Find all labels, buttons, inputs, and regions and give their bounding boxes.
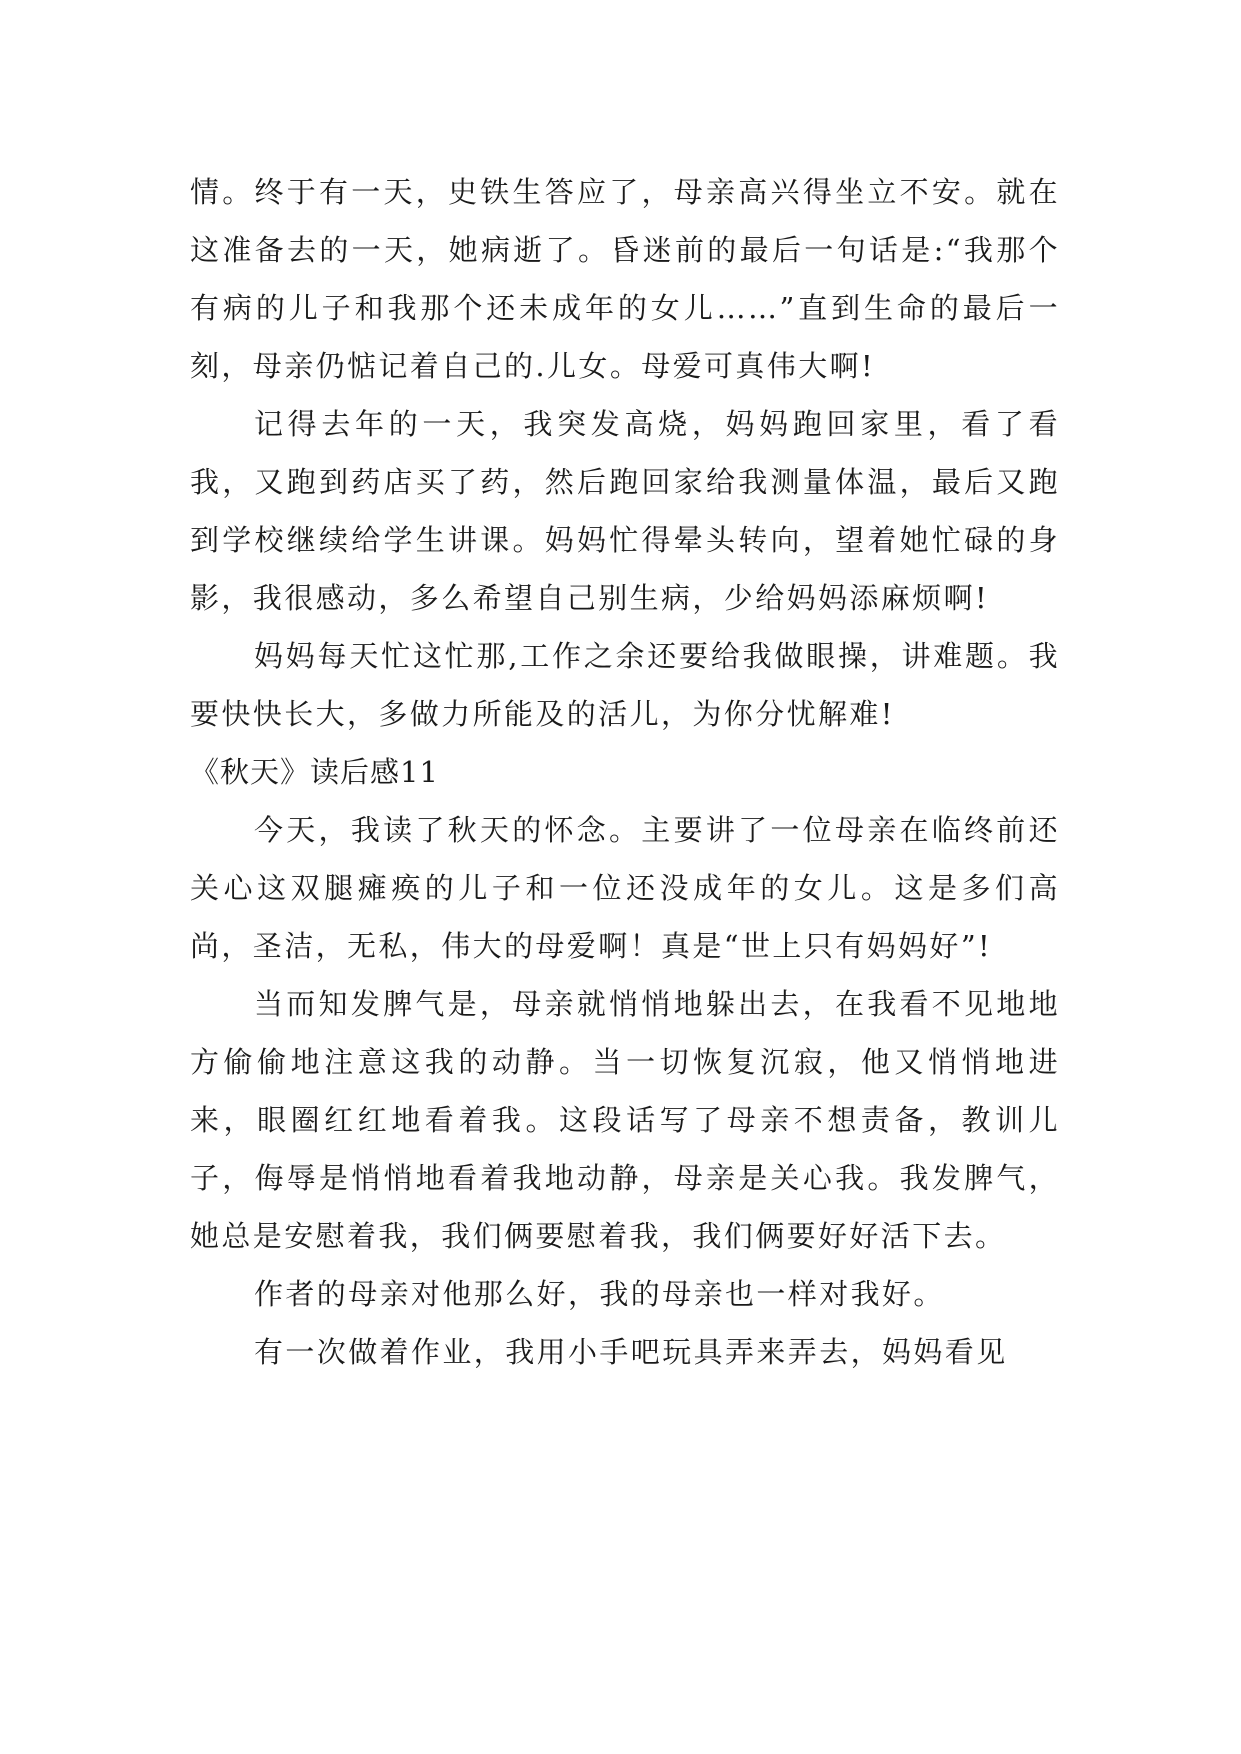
paragraph-4: 今天，我读了秋天的怀念。主要讲了一位母亲在临终前还关心这双腿瘫痪的儿子和一位还没成年的女儿。这是多们高尚，圣洁，无私，伟大的母爱啊！真是“世上只有妈妈好”! xyxy=(190,813,1060,963)
document-body xyxy=(190,163,1060,1381)
section-heading: 《秋天》读后感11 xyxy=(190,755,439,789)
paragraph-2: 记得去年的一天，我突发高烧，妈妈跑回家里，看了看我，又跑到药店买了药，然后跑回家给我测量体温，最后又跑到学校继续给学生讲课。妈妈忙得晕头转向，望着她忙碌的身影，我很感动，多么希望自己别生病，少给妈妈添麻烦啊! xyxy=(190,407,1060,615)
paragraph-6: 作者的母亲对他那么好，我的母亲也一样对我好。 xyxy=(254,1277,945,1311)
paragraph-7: 有一次做着作业，我用小手吧玩具弄来弄去，妈妈看见 xyxy=(254,1335,1008,1369)
paragraph-5: 当而知发脾气是，母亲就悄悄地躲出去，在我看不见地地方偷偷地注意这我的动静。当一切恢复沉寂，他又悄悄地进来，眼圈红红地看着我。这段话写了母亲不想责备，教训儿子，侮辱是悄悄地看着我地动静，母亲是关心我。我发脾气，她总是安慰着我，我们俩要慰着我，我们俩要好好活下去。 xyxy=(190,987,1060,1253)
paragraph-1: 情。终于有一天，史铁生答应了，母亲高兴得坐立不安。就在这准备去的一天，她病逝了。昏迷前的最后一句话是:“我那个有病的儿子和我那个还未成年的女儿……”直到生命的最后一刻，母亲仍惦记着自己的.儿女。母爱可真伟大啊! xyxy=(190,175,1060,383)
paragraph-3: 妈妈每天忙这忙那,工作之余还要给我做眼操，讲难题。我要快快长大，多做力所能及的活儿，为你分忧解难! xyxy=(190,639,1060,731)
